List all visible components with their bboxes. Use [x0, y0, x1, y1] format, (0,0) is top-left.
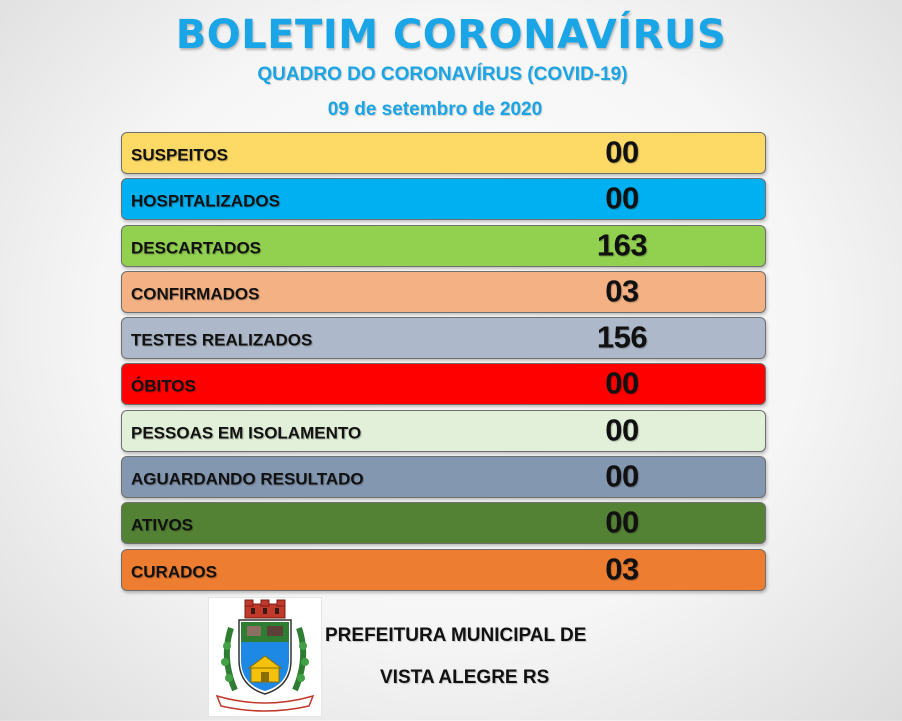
stat-label: TESTES REALIZADOS [131, 330, 313, 350]
stat-value: 03 [605, 550, 639, 586]
municipal-coat-of-arms-icon [208, 597, 322, 717]
stat-row-hospitalizados [121, 178, 766, 220]
stat-label: ÓBITOS [131, 376, 196, 396]
stat-row-confirmados [121, 271, 766, 313]
stat-label: CURADOS [131, 562, 217, 582]
page-title: BOLETIM CORONAVÍRUS [175, 12, 727, 58]
stat-row-obitos [121, 363, 766, 405]
stat-label: AGUARDANDO RESULTADO [131, 469, 364, 489]
stat-row-testes-realizados [121, 317, 766, 359]
stat-row-curados [121, 549, 766, 591]
stat-value: 163 [596, 226, 648, 262]
stat-value: 03 [605, 273, 639, 309]
stat-label: DESCARTADOS [131, 237, 262, 257]
stat-row-ativos [121, 502, 766, 544]
stat-value: 00 [605, 365, 639, 401]
bulletin-date: 09 de setembro de 2020 [327, 99, 543, 120]
stat-value: 00 [605, 134, 639, 170]
stat-label: ATIVOS [131, 515, 194, 535]
stat-value: 00 [605, 504, 639, 540]
stat-value: 00 [605, 458, 639, 494]
stat-value: 00 [605, 180, 639, 216]
stat-label: PESSOAS EM ISOLAMENTO [131, 423, 362, 443]
page-subtitle: QUADRO DO CORONAVÍRUS (COVID-19) [257, 64, 628, 85]
stat-label: SUSPEITOS [131, 145, 228, 165]
stat-value: 156 [596, 319, 648, 355]
stat-label: CONFIRMADOS [131, 284, 260, 304]
footer-line-1: PREFEITURA MUNICIPAL DE [325, 625, 587, 646]
stat-row-aguardando-resultado [121, 456, 766, 498]
stat-row-descartados [121, 225, 766, 267]
stat-label: HOSPITALIZADOS [131, 191, 280, 211]
stat-row-suspeitos [121, 132, 766, 174]
stat-row-pessoas-em-isolamento [121, 410, 766, 452]
footer-line-2: VISTA ALEGRE RS [380, 667, 550, 688]
stat-value: 00 [605, 412, 639, 448]
coat-of-arms-graphic [209, 598, 321, 716]
stats-table [121, 132, 766, 595]
